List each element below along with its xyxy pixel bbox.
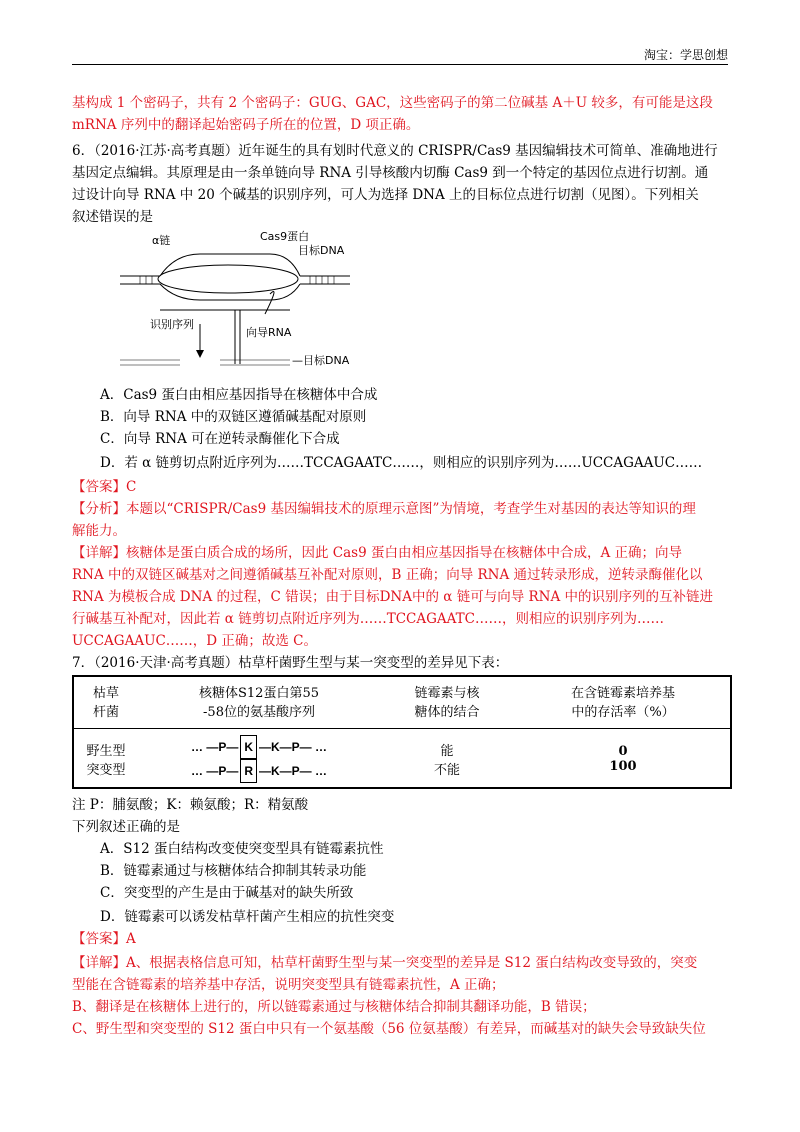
q7-answer: 【答案】A <box>72 931 136 947</box>
seq-right-mut: —K—P— … <box>259 764 328 778</box>
prev-explanation-line-2: mRNA 序列中的翻译起始密码子所在的位置，D 项正确。 <box>72 117 420 133</box>
q7-detail-line-4: C、野生型和突变型的 S12 蛋白中只有一个氨基酸（56 位氨基酸）有差异，而碱基对的缺失会导致缺失位 <box>72 1021 706 1037</box>
q7-option-c: C．突变型的产生是由于碱基对的缺失所致 <box>100 885 354 901</box>
q7-h3-l2: 糖体的结合 <box>414 705 480 720</box>
q7-option-a: A．S12 蛋白结构改变使突变型具有链霉素抗性 <box>100 841 384 857</box>
q7-h4-l2: 中的存活率（%） <box>571 705 675 720</box>
q7-h3-l1: 链霉素与核 <box>414 686 480 701</box>
binding-mut: 不能 <box>433 763 460 778</box>
target-dna-label-bottom: —目标DNA <box>292 354 350 367</box>
q6-analysis-line-1: 【分析】本题以“CRISPR/Cas9 基因编辑技术的原理示意图”为情境，考查学生对基因的表达等知识的理 <box>72 501 696 517</box>
seq-box-mut: R <box>240 759 257 783</box>
q7-stem: 7．（2016·天津·高考真题）枯草杆菌野生型与某一突变型的差异见下表： <box>72 655 509 671</box>
q7-h2-l2: -58位的氨基酸序列 <box>203 705 315 720</box>
q7-option-b: B．链霉素通过与核糖体结合抑制其转录功能 <box>100 863 367 879</box>
survival-mut: 100 <box>609 759 637 774</box>
binding-wild: 能 <box>440 744 454 759</box>
prev-explanation-line-1: 基构成 1 个密码子，共有 2 个密码子：GUG、GAC，这些密码子的第二位碱基 A＋U 较多，有可能是这段 <box>72 95 713 111</box>
q7-detail-line-2: 型能在含链霉素的培养基中存活，说明突变型具有链霉素抗性，A 正确； <box>72 977 505 993</box>
q6-option-b: B．向导 RNA 中的双链区遵循碱基配对原则 <box>100 409 367 425</box>
q6-detail-line-2: RNA 中的双链区碱基对之间遵循碱基互补配对原则，B 正确；向导 RNA 通过转录形成，逆转录酶催化以 <box>72 567 703 583</box>
row-label-mutant: 突变型 <box>86 763 126 778</box>
q7-detail-line-3: B、翻译是在核糖体上进行的，所以链霉素通过与核糖体结合抑制其翻译功能，B 错误； <box>72 999 596 1015</box>
q7-h1-l2: 杆菌 <box>92 705 119 720</box>
q6-detail-line-5: UCCAGAAUC……，D 正确；故选 C。 <box>72 633 318 649</box>
q6-detail-line-1: 【详解】核糖体是蛋白质合成的场所，因此 Cas9 蛋白由相应基因指导在核糖体中合成，A 正确；向导 <box>72 545 683 561</box>
q6-option-d: D．若 α 链剪切点附近序列为……TCCAGAATC……，则相应的识别序列为……UCCAGAAUC…… <box>100 455 703 471</box>
q7-h1-l1: 枯草 <box>92 686 119 701</box>
q7-prompt: 下列叙述正确的是 <box>72 819 180 835</box>
q6-stem-line-1: 6．（2016·江苏·高考真题）近年诞生的具有划时代意义的 CRISPR/Cas9 基因编辑技术可简单、准确地进行 <box>72 143 718 159</box>
seq-box-wild: K <box>240 735 257 759</box>
q7-h2-l1: 核糖体S12蛋白第55 <box>199 686 319 701</box>
q7-detail-line-1: 【详解】A、根据表格信息可知，枯草杆菌野生型与某一突变型的差异是 S12 蛋白结构改变导致的，突变 <box>72 955 698 971</box>
q6-detail-line-4: 行碱基互补配对，因此若 α 链剪切点附近序列为……TCCAGAATC……，则相应的识别序列为…… <box>72 611 664 627</box>
page-header: 淘宝：学思创想 <box>643 48 728 62</box>
recognition-seq-label: 识别序列 <box>150 318 194 331</box>
q6-detail-line-3: RNA 为模板合成 DNA 的过程，C 错误；由于目标DNA中的 α 链可与向导 RNA 中的识别序列的互补链进 <box>72 589 713 605</box>
target-dna-label-top: 目标DNA <box>298 244 345 257</box>
header-rule <box>72 64 728 65</box>
q7-table <box>72 675 730 791</box>
guide-rna-label: 向导RNA <box>246 326 292 339</box>
q6-answer: 【答案】C <box>72 479 137 495</box>
q6-stem-line-2: 基因定点编辑。其原理是由一条单链向导 RNA 引导核酸内切酶 Cas9 到一个特定的基因位点进行切割。通 <box>72 165 709 181</box>
q7-option-d: D．链霉素可以诱发枯草杆菌产生相应的抗性突变 <box>100 909 395 925</box>
q6-option-a: A．Cas9 蛋白由相应基因指导在核糖体中合成 <box>100 387 378 403</box>
cas9-label: Cas9蛋白 <box>260 230 310 243</box>
seq-left-wild: … —P— <box>190 740 239 754</box>
q6-option-c: C．向导 RNA 可在逆转录酶催化下合成 <box>100 431 340 447</box>
q6-analysis-line-2: 解能力。 <box>72 523 126 539</box>
seq-left-mut: … —P— <box>190 764 239 778</box>
survival-wild: 0 <box>618 744 628 759</box>
seq-right-wild: —K—P— … <box>259 740 328 754</box>
q6-stem-line-3: 过设计向导 RNA 中 20 个碱基的识别序列，可人为选择 DNA 上的目标位点进行切割（见图）。下列相关 <box>72 187 699 203</box>
q6-stem-line-4: 叙述错误的是 <box>72 209 153 225</box>
q7-h4-l1: 在含链霉素培养基 <box>570 686 675 701</box>
alpha-chain-label: α链 <box>152 234 171 247</box>
q7-note: 注 P：脯氨酸；K：赖氨酸；R：精氨酸 <box>72 797 309 813</box>
row-label-wild: 野生型 <box>86 744 126 759</box>
crispr-diagram <box>120 224 360 374</box>
